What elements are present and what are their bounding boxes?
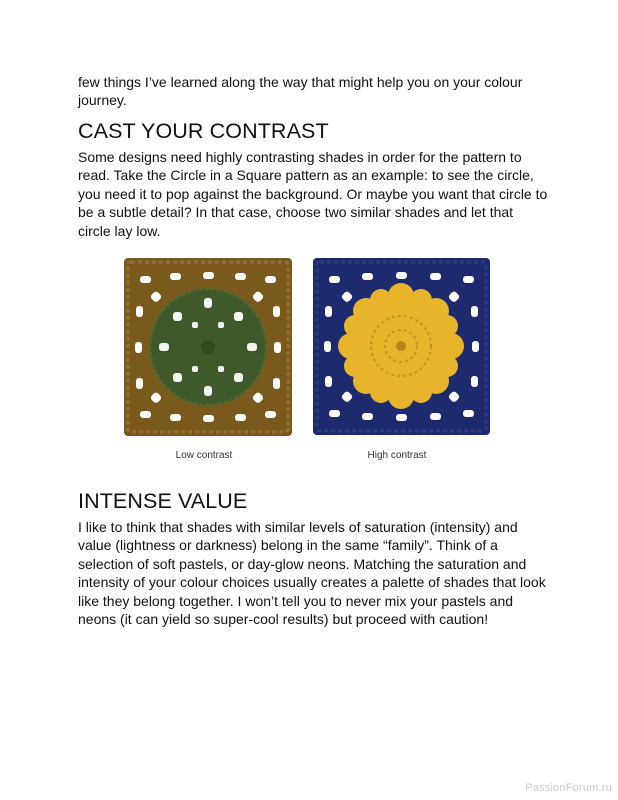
intro-paragraph: few things I’ve learned along the way that might help you on your colour journey. <box>78 74 523 109</box>
section-heading-value: INTENSE VALUE <box>78 489 248 513</box>
section-body-value: I like to think that shades with similar levels of saturation (intensity) and value (lightness or darkness) belong in the same “family”. Think of a selection of soft pastels, or day-glow neons. Matching the saturation and intensity of your colour choices usually creates a palette of shades that look like they belong together. I won’t tell you to never mix your pastels and neons (it can yield so super-cool results) but proceed with caution! <box>78 519 546 628</box>
section-heading-contrast: CAST YOUR CONTRAST <box>78 119 329 143</box>
low-contrast-caption: Low contrast <box>175 450 233 461</box>
low-contrast-square-image <box>122 256 294 438</box>
watermark-text: PassionForum.ru <box>525 782 612 794</box>
high-contrast-caption: High contrast <box>367 450 427 461</box>
high-contrast-square-image <box>311 256 492 437</box>
section-body-contrast: Some designs need highly contrasting shades in order for the pattern to read. Take the Circle in a Square pattern as an example: to see the circle, you need it to pop against the background. Or maybe you want that circle to be a subtle detail? In that case, choose two similar shades and let that circle lay low. <box>78 149 548 239</box>
